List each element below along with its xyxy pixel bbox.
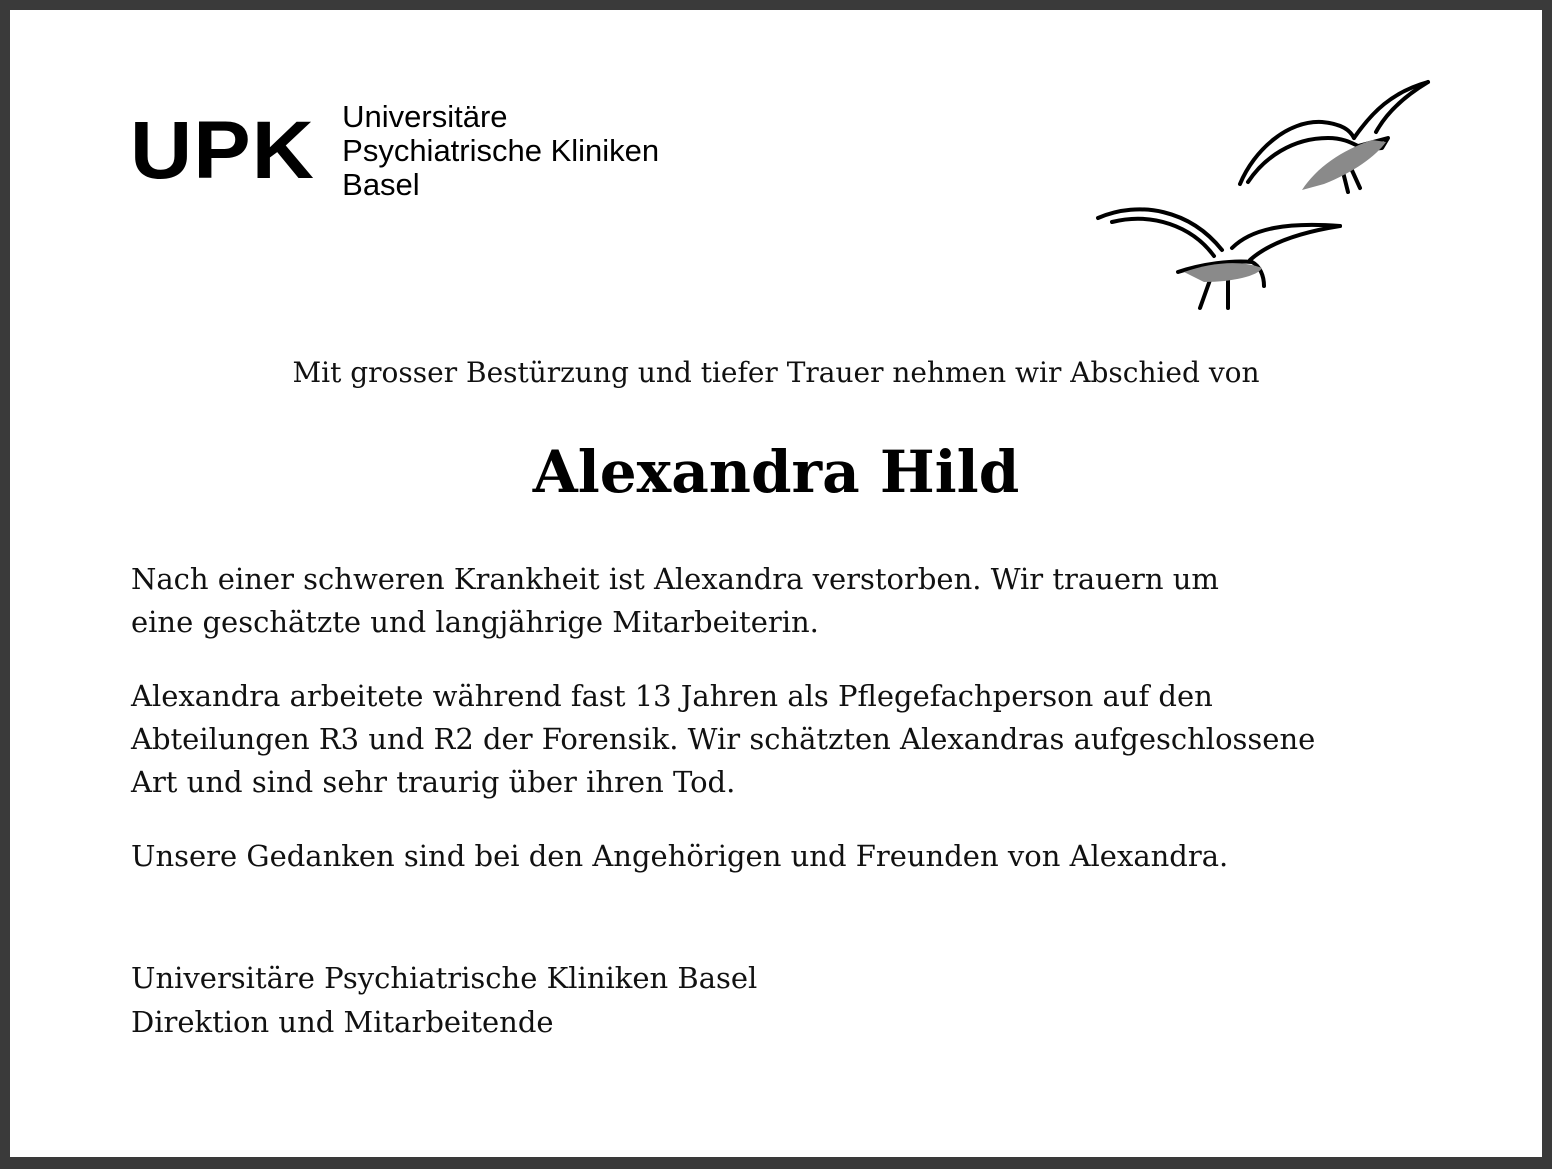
- logo-wordmark: [342, 100, 659, 202]
- logo-mark: UPK: [130, 105, 315, 196]
- message-paragraph: [131, 675, 1411, 804]
- text-line: Abteilungen R3 und R2 der Forensik. Wir schätzten Alexandras aufgeschlossene: [131, 722, 1316, 756]
- text-line: eine geschätzte und langjährige Mitarbeiterin.: [131, 605, 819, 639]
- deceased-name: Alexandra Hild: [532, 438, 1020, 506]
- signature-line: Direktion und Mitarbeitende: [131, 1005, 554, 1039]
- logo-line: Universitäre: [342, 99, 508, 134]
- signature-line: Universitäre Psychiatrische Kliniken Basel: [131, 961, 758, 995]
- message-paragraph: [131, 558, 1411, 644]
- message-body: [131, 558, 1411, 909]
- logo-line: Basel: [342, 167, 420, 202]
- upk-logo: [130, 100, 659, 202]
- signature-block: [131, 956, 757, 1044]
- message-paragraph: [131, 835, 1411, 878]
- intro-text: Mit grosser Bestürzung und tiefer Trauer nehmen wir Abschied von: [292, 356, 1260, 389]
- text-line: Alexandra arbeitete während fast 13 Jahren als Pflegefachperson auf den: [131, 679, 1213, 713]
- text-line: Unsere Gedanken sind bei den Angehörigen und Freunden von Alexandra.: [131, 839, 1229, 873]
- text-line: Art und sind sehr traurig über ihren Tod.: [131, 765, 736, 799]
- logo-line: Psychiatrische Kliniken: [342, 133, 660, 168]
- two-birds-icon: [1092, 72, 1442, 322]
- text-line: Nach einer schweren Krankheit ist Alexandra verstorben. Wir trauern um: [131, 562, 1219, 596]
